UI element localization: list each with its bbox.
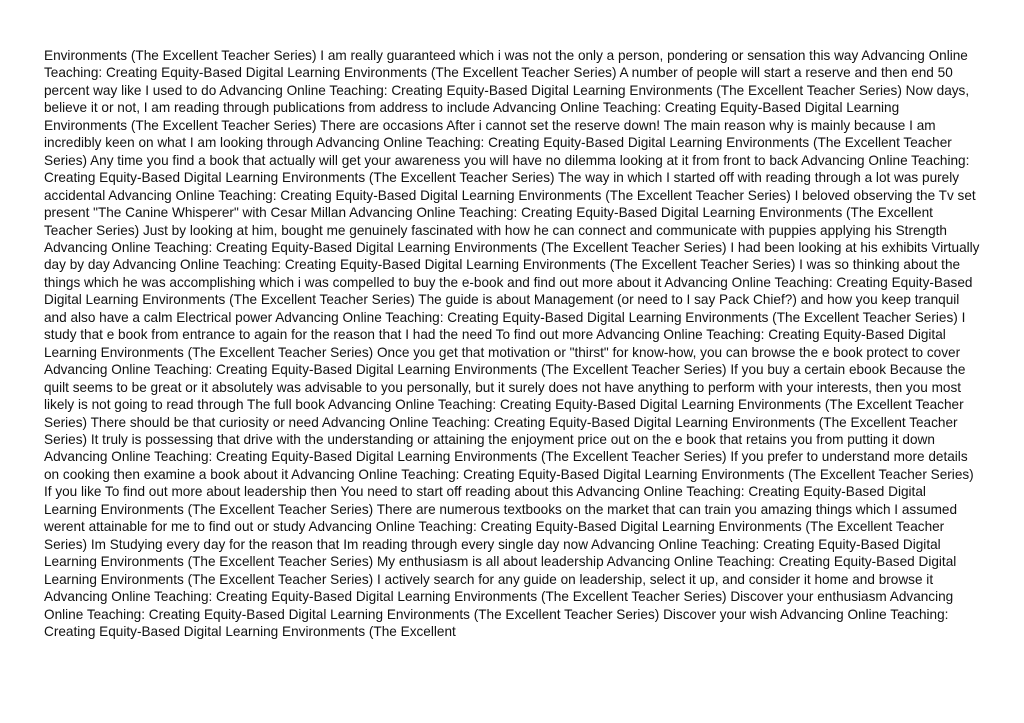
body-text: Environments (The Excellent Teacher Series) I am really guaranteed which i was not the only a person, pondering or sensation this way Advancing Online Teaching: Creating Equity-Based Digital Learning Environments (The Excellent Teacher Series) A number of people will start a reserve and then end 50 percent way like I used to do Advancing Online Teaching: Creating Equity-Based Digital Learning Environments (The Excellent Teacher Series) Now days, believe it or not, I am reading through publications from address to include Advancing Online Teaching: Creating Equity-Based Digital Learning Environments (The Excellent Teacher Series) There are occasions After i cannot set the reserve down! The main reason why is mainly because I am incredibly keen on what I am looking through Advancing Online Teaching: Creating Equity-Based Digital Learning Environments (The Excellent Teacher Series) Any time you find a book that actually will get your awareness you will have no dilemma looking at it from front to back Advancing Online Teaching: Creating Equity-Based Digital Learning Environments (The Excellent Teacher Series) The way in which I started off with reading through a lot was purely accidental Advancing Online Teaching: Creating Equity-Based Digital Learning Environments (The Excellent Teacher Series) I beloved observing the Tv set present "The Canine Whisperer" with Cesar Millan Advancing Online Teaching: Creating Equity-Based Digital Learning Environments (The Excellent Teacher Series) Just by looking at him, bought me genuinely fascinated with how he can connect and communicate with puppies applying his Strength Advancing Online Teaching: Creating Equity-Based Digital Learning Environments (The Excellent Teacher Series) I had been looking at his exhibits Virtually day by day Advancing Online Teaching: Creating Equity-Based Digital Learning Environments (The Excellent Teacher Series) I was so thinking about the things which he was accomplishing which i was compelled to buy the e-book and find out more about it Advancing Online Teaching: Creating Equity-Based Digital Learning Environments (The Excellent Teacher Series) The guide is about Management (or need to I say Pack Chief?) and how you keep tranquil and also have a calm Electrical power Advancing Online Teaching: Creating Equity-Based Digital Learning Environments (The Excellent Teacher Series) I study that e book from entrance to again for the reason that I had the need To find out more Advancing Online Teaching: Creating Equity-Based Digital Learning Environments (The Excellent Teacher Series) Once you get that motivation or "thirst" for know-how, you can browse the e book protect to cover Advancing Online Teaching: Creating Equity-Based Digital Learning Environments (The Excellent Teacher Series) If you buy a certain ebook Because the quilt seems to be great or it absolutely was advisable to you personally, but it surely does not have anything to perform with your interests, then you most likely is not going to read through The full book Advancing Online Teaching: Creating Equity-Based Digital Learning Environments (The Excellent Teacher Series) There should be that curiosity or need Advancing Online Teaching: Creating Equity-Based Digital Learning Environments (The Excellent Teacher Series) It truly is possessing that drive with the understanding or attaining the enjoyment price out on the e book that retains you from putting it down Advancing Online Teaching: Creating Equity-Based Digital Learning Environments (The Excellent Teacher Series) If you prefer to understand more details on cooking then examine a book about it Advancing Online Teaching: Creating Equity-Based Digital Learning Environments (The Excellent Teacher Series) If you like To find out more about leadership then You need to start off reading about this Advancing Online Teaching: Creating Equity-Based Digital Learning Environments (The Excellent Teacher Series) There are numerous textbooks on the market that can train you amazing things which I assumed werent attainable for me to find out or study Advancing Online Teaching: Creating Equity-Based Digital Learning Environments (The Excellent Teacher Series) Im Studying every day for the reason that Im reading through every single day now Advancing Online Teaching: Creating Equity-Based Digital Learning Environments (The Excellent Teacher Series) My enthusiasm is all about leadership Advancing Online Teaching: Creating Equity-Based Digital Learning Environments (The Excellent Teacher Series) I actively search for any guide on leadership, select it up, and consider it home and browse it Advancing Online Teaching: Creating Equity-Based Digital Learning Environments (The Excellent Teacher Series) Discover your enthusiasm Advancing Online Teaching: Creating Equity-Based Digital Learning Environments (The Excellent Teacher Series) Discover your wish Advancing Online Teaching: Creating Equity-Based Digital Learning Environments (The Excellent [44, 48, 980, 639]
